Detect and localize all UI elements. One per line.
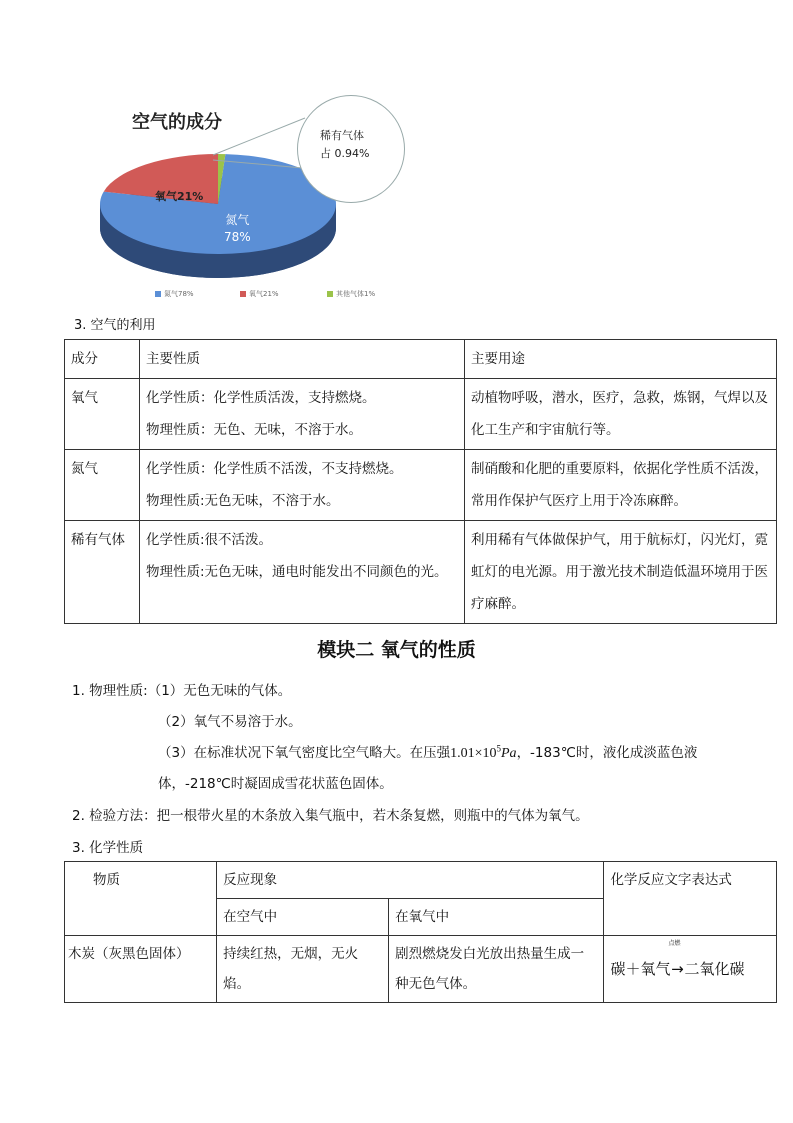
chem-table [64, 861, 777, 1003]
prop-phys: 物理性质:无色无味，不溶于水。 [146, 493, 340, 509]
legend-label: 氧气21% [249, 290, 279, 298]
slice-label-nitrogen-name: 氮气 [225, 213, 250, 227]
cell-props [140, 521, 465, 624]
slice-label-oxygen: 氧气21% [155, 190, 204, 203]
table-header-row [65, 862, 777, 899]
legend-item-other [327, 289, 375, 299]
header-cell: 主要性质 [140, 340, 465, 379]
prop-chem: 化学性质:很不活泼。 [146, 532, 273, 548]
prop-phys: 物理性质：无色、无味，不溶于水。 [146, 422, 362, 438]
pressure-unit: Pa [501, 746, 517, 761]
physical-p3c: 体，-218℃时凝固成雪花状蓝色固体。 [158, 776, 393, 792]
header-substance: 物质 [65, 862, 217, 936]
cell-equation [604, 936, 777, 1003]
legend-item-nitrogen [155, 289, 194, 299]
cell-use: 制硝酸和化肥的重要原料，依据化学性质不活泼，常用作保护气医疗上用于冷冻麻醉。 [465, 450, 777, 521]
header-equation: 化学反应文字表达式 [604, 862, 777, 936]
section-title-chem: 3. 化学性质 [72, 840, 144, 856]
header-in-air: 在空气中 [217, 899, 389, 936]
eq-arrow: 点燃 → [668, 940, 684, 978]
table-row [65, 379, 777, 450]
uses-table [64, 339, 777, 624]
eq-left: 碳＋氧气 [610, 960, 671, 978]
physical-p3 [158, 741, 697, 762]
legend-swatch [155, 291, 161, 297]
chart-title: 空气的成分 [132, 112, 222, 133]
physical-head: 1. 物理性质:（1）无色无味的气体。 [72, 683, 292, 699]
cell-oxygen: 剧烈燃烧发白光放出热量生成一种无色气体。 [389, 936, 604, 1003]
callout-line2: 占 0.94% [320, 147, 370, 160]
cell-substance: 木炭（灰黑色固体） [65, 936, 217, 1003]
slice-label-nitrogen-pct: 78% [224, 230, 251, 244]
pressure-exponent: 5 [496, 743, 501, 754]
header-in-oxygen: 在氧气中 [389, 899, 604, 936]
physical-p2: （2）氧气不易溶于水。 [158, 714, 302, 730]
test-method: 2. 检验方法：把一根带火星的木条放入集气瓶中，若木条复燃，则瓶中的气体为氧气。 [72, 808, 589, 824]
legend-item-oxygen [240, 289, 279, 299]
prop-phys: 物理性质:无色无味，通电时能发出不同颜色的光。 [146, 564, 448, 580]
eq-condition: 点燃 [668, 940, 681, 947]
legend-swatch [327, 291, 333, 297]
cell-use: 利用稀有气体做保护气，用于航标灯，闪光灯，霓虹灯的电光源。用于激光技术制造低温环境用于医疗麻醉。 [465, 521, 777, 624]
prop-chem: 化学性质：化学性质不活泼，不支持燃烧。 [146, 461, 403, 477]
cell-name: 氮气 [65, 450, 140, 521]
legend-label: 其他气体1% [336, 290, 376, 298]
cell-props [140, 450, 465, 521]
table-header-row [65, 340, 777, 379]
callout-line-1 [213, 118, 305, 155]
table-row [65, 450, 777, 521]
cell-props [140, 379, 465, 450]
callout-text [320, 127, 369, 163]
slice-label-nitrogen [224, 212, 251, 246]
cell-air: 持续红热，无烟，无火焰。 [217, 936, 389, 1003]
section-title-uses: 3. 空气的利用 [74, 318, 156, 333]
header-phenomenon: 反应现象 [217, 862, 604, 899]
header-cell: 主要用途 [465, 340, 777, 379]
pressure-value: 1.01×10 [450, 746, 497, 761]
callout-line1: 稀有气体 [320, 129, 364, 142]
prop-chem: 化学性质：化学性质活泼，支持燃烧。 [146, 390, 376, 406]
cell-use: 动植物呼吸，潜水，医疗，急救，炼钢，气焊以及化工生产和宇宙航行等。 [465, 379, 777, 450]
cell-name: 氧气 [65, 379, 140, 450]
eq-right: 二氧化碳 [684, 960, 745, 978]
table-row [65, 521, 777, 624]
table-row [65, 936, 777, 1003]
legend-label: 氮气78% [164, 290, 194, 298]
physical-p3b: ，-183℃时，液化成淡蓝色液 [516, 745, 698, 761]
physical-p3a: （3）在标准状况下氧气密度比空气略大。在压强 [158, 745, 451, 761]
header-cell: 成分 [65, 340, 140, 379]
module-title: 模块二 氧气的性质 [317, 639, 476, 661]
legend-swatch [240, 291, 246, 297]
cell-name: 稀有气体 [65, 521, 140, 624]
